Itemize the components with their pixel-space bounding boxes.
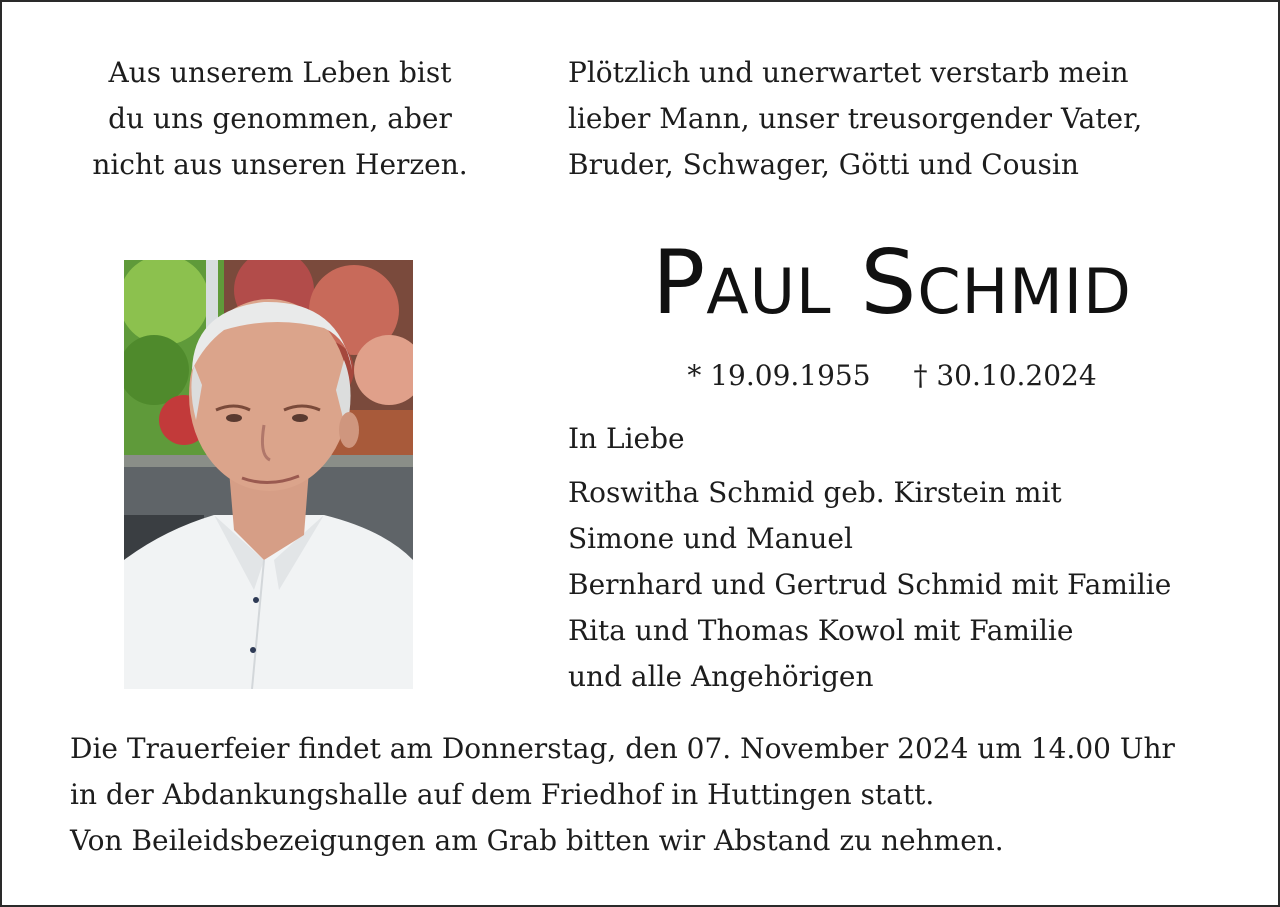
service-line: Von Beileidsbezeigungen am Grab bitten wir Abstand zu nehmen. (70, 824, 1004, 857)
service-line: in der Abdankungshalle auf dem Friedhof in Huttingen statt. (70, 778, 935, 811)
service-info (70, 726, 1175, 864)
intro-line: lieber Mann, unser treusorgender Vater, (568, 102, 1143, 135)
death-date: † 30.10.2024 (913, 359, 1097, 392)
in-love-label: In Liebe (568, 422, 685, 455)
birth-date: * 19.09.1955 (687, 359, 871, 392)
motto-line: Aus unserem Leben bist (108, 56, 452, 89)
life-dates (562, 353, 1222, 399)
intro-line: Bruder, Schwager, Götti und Cousin (568, 148, 1079, 181)
mourner-line: Bernhard und Gertrud Schmid mit Familie (568, 568, 1172, 601)
motto-line: nicht aus unseren Herzen. (92, 148, 468, 181)
motto-text (64, 50, 496, 188)
mourner-line: Rita und Thomas Kowol mit Familie (568, 614, 1074, 647)
service-line: Die Trauerfeier findet am Donnerstag, den 07. November 2024 um 14.00 Uhr (70, 732, 1175, 765)
intro-text (568, 50, 1142, 188)
deceased-name: Paul Schmid (652, 231, 1132, 334)
portrait-photo (124, 260, 413, 689)
motto-line: du uns genommen, aber (108, 102, 452, 135)
mourner-line: Roswitha Schmid geb. Kirstein mit (568, 476, 1062, 509)
mourner-line: und alle Angehörigen (568, 660, 874, 693)
mourner-line: Simone und Manuel (568, 522, 853, 555)
intro-line: Plötzlich und unerwartet verstarb mein (568, 56, 1129, 89)
mourners-list (568, 470, 1171, 700)
